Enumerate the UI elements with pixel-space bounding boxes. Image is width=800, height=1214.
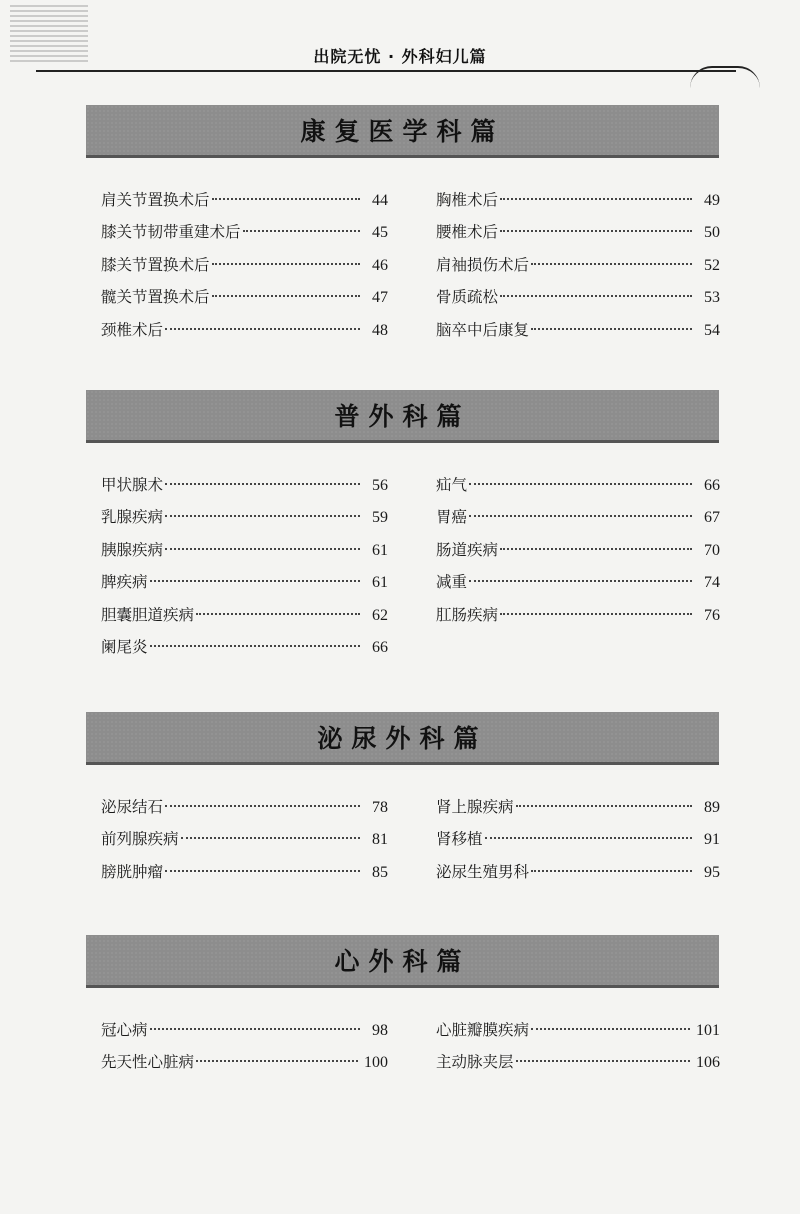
toc-column-right <box>436 1014 720 1079</box>
leader-dots <box>150 1028 360 1030</box>
toc-entry <box>436 599 720 631</box>
section-heading: 心外科篇 <box>334 947 471 976</box>
toc-entry <box>101 249 388 281</box>
running-header-title: 出院无忧 · 外科妇儿篇 <box>313 47 487 66</box>
leader-dots <box>469 580 692 582</box>
toc-entry <box>101 791 388 823</box>
leader-dots <box>500 295 692 297</box>
leader-dots <box>531 1028 690 1030</box>
leader-dots <box>196 1060 358 1062</box>
toc-entry-page: 76 <box>704 606 720 624</box>
toc-entry-page: 52 <box>704 256 720 274</box>
toc-entry-page: 106 <box>696 1054 720 1072</box>
header-rule-curve <box>690 66 760 88</box>
toc-entry-page: 46 <box>372 256 388 274</box>
toc-entry <box>101 216 388 248</box>
toc-entry-title: 减重 <box>436 573 468 592</box>
header-rule <box>36 70 736 72</box>
toc-entry-page: 66 <box>372 638 388 656</box>
leader-dots <box>500 548 692 550</box>
toc-entry-page: 74 <box>704 574 720 592</box>
leader-dots <box>165 328 360 330</box>
toc-entry-page: 98 <box>372 1022 388 1039</box>
leader-dots <box>516 1060 690 1062</box>
toc-entry <box>436 249 720 281</box>
leader-dots <box>212 295 360 297</box>
toc-entry <box>101 534 388 566</box>
toc-entry <box>436 501 720 533</box>
toc-entry-title: 胆囊胆道疾病 <box>101 605 195 624</box>
toc-entry <box>436 184 720 216</box>
toc-entry-page: 62 <box>372 606 388 624</box>
toc-entry-page: 67 <box>704 509 720 527</box>
toc-entry-page: 50 <box>704 224 720 242</box>
leader-dots <box>165 805 360 807</box>
leader-dots <box>469 483 692 485</box>
toc-entry <box>436 216 720 248</box>
section-heading-band <box>86 105 719 158</box>
toc-section <box>0 390 800 669</box>
toc-entry-title: 脾疾病 <box>101 573 148 592</box>
toc-entry <box>101 631 388 663</box>
toc-entry-page: 81 <box>372 831 388 849</box>
toc-column-left <box>101 1014 388 1079</box>
leader-dots <box>212 263 360 265</box>
toc-entry-title: 肩关节置换术后 <box>101 191 210 209</box>
toc-entry-title: 阑尾炎 <box>101 637 148 656</box>
toc-entry-page: 91 <box>704 831 720 849</box>
toc-entry-title: 肠道疾病 <box>436 540 499 559</box>
toc-entry <box>436 856 720 888</box>
toc-entry-page: 47 <box>372 289 388 307</box>
toc-entry-title: 疝气 <box>436 476 468 494</box>
toc-entry <box>436 1014 720 1046</box>
toc-entry-title: 膀胱肿瘤 <box>101 862 164 881</box>
leader-dots <box>212 198 360 200</box>
toc-entry-title: 肾上腺疾病 <box>436 798 514 816</box>
leader-dots <box>500 198 692 200</box>
toc-entry-page: 100 <box>364 1054 388 1072</box>
leader-dots <box>196 613 360 615</box>
leader-dots <box>165 483 360 485</box>
toc-entry-page: 85 <box>372 863 388 881</box>
toc-entry <box>436 534 720 566</box>
toc-entry <box>101 314 388 346</box>
toc-entry-page: 61 <box>372 574 388 592</box>
toc-entry-title: 骨质疏松 <box>436 288 499 307</box>
toc-entry <box>101 501 388 533</box>
toc-entry-page: 59 <box>372 509 388 527</box>
toc-entry-page: 56 <box>372 477 388 494</box>
toc-entry-page: 70 <box>704 541 720 559</box>
toc-column-left <box>101 184 388 346</box>
toc-entry-title: 主动脉夹层 <box>436 1053 514 1072</box>
section-heading: 普外科篇 <box>334 402 471 431</box>
toc-entry <box>101 823 388 855</box>
leader-dots <box>531 870 692 872</box>
section-heading-band <box>86 390 719 443</box>
toc-section <box>0 105 800 384</box>
toc-entry-title: 肛肠疾病 <box>436 605 499 624</box>
toc-entry-page: 66 <box>704 477 720 494</box>
toc-entry <box>436 566 720 598</box>
toc-columns <box>0 184 800 384</box>
toc-entry-title: 胰腺疾病 <box>101 540 164 559</box>
toc-entry-title: 胃癌 <box>436 508 468 527</box>
leader-dots <box>165 515 360 517</box>
section-heading-band <box>86 712 719 765</box>
toc-column-right <box>436 184 720 346</box>
toc-column-left <box>101 469 388 663</box>
toc-entry-title: 泌尿结石 <box>101 798 164 816</box>
toc-entry <box>101 599 388 631</box>
toc-entry-title: 髋关节置换术后 <box>101 288 210 307</box>
leader-dots <box>469 515 692 517</box>
toc-entry-page: 101 <box>696 1022 720 1039</box>
toc-entry-page: 53 <box>704 289 720 307</box>
leader-dots <box>243 230 360 232</box>
toc-entry-page: 78 <box>372 799 388 816</box>
toc-entry-title: 心脏瓣膜疾病 <box>436 1021 530 1039</box>
leader-dots <box>531 263 692 265</box>
toc-entry <box>101 1046 388 1078</box>
section-heading-band <box>86 935 719 988</box>
toc-columns <box>0 1014 800 1214</box>
toc-entry-page: 61 <box>372 541 388 559</box>
toc-entry-title: 肾移植 <box>436 830 483 849</box>
toc-entry-title: 颈椎术后 <box>101 320 164 339</box>
toc-entry-page: 45 <box>372 224 388 242</box>
toc-entry <box>101 1014 388 1046</box>
toc-entry-title: 腰椎术后 <box>436 223 499 242</box>
toc-entry <box>436 314 720 346</box>
toc-entry-title: 胸椎术后 <box>436 191 499 209</box>
toc-entry-page: 44 <box>372 192 388 209</box>
toc-entry <box>436 281 720 313</box>
toc-column-right <box>436 791 720 888</box>
leader-dots <box>165 548 360 550</box>
toc-entry-page: 54 <box>704 321 720 339</box>
toc-entry <box>436 469 720 501</box>
toc-entry-title: 先天性心脏病 <box>101 1053 195 1072</box>
toc-entry-title: 肩袖损伤术后 <box>436 255 530 274</box>
toc-column-left <box>101 791 388 888</box>
toc-column-right <box>436 469 720 631</box>
toc-entry-title: 冠心病 <box>101 1021 148 1039</box>
toc-entry-page: 48 <box>372 321 388 339</box>
toc-entry-title: 甲状腺术 <box>101 476 164 494</box>
toc-entry <box>101 469 388 501</box>
toc-entry-title: 膝关节置换术后 <box>101 255 210 274</box>
leader-dots <box>150 580 360 582</box>
leader-dots <box>165 870 360 872</box>
section-heading: 泌尿外科篇 <box>317 724 488 753</box>
toc-entry <box>101 281 388 313</box>
toc-entry <box>436 791 720 823</box>
toc-entry-title: 膝关节韧带重建术后 <box>101 223 241 242</box>
toc-entry-page: 49 <box>704 192 720 209</box>
toc-section <box>0 935 800 1214</box>
toc-entry-title: 泌尿生殖男科 <box>436 862 530 881</box>
leader-dots <box>516 805 692 807</box>
toc-entry <box>101 856 388 888</box>
toc-entry <box>101 566 388 598</box>
toc-entry <box>436 823 720 855</box>
toc-entry-title: 乳腺疾病 <box>101 508 164 527</box>
leader-dots <box>181 837 360 839</box>
leader-dots <box>500 230 692 232</box>
leader-dots <box>500 613 692 615</box>
leader-dots <box>531 328 692 330</box>
toc-columns <box>0 469 800 669</box>
toc-entry <box>101 184 388 216</box>
leader-dots <box>485 837 692 839</box>
toc-entry-page: 89 <box>704 799 720 816</box>
toc-entry <box>436 1046 720 1078</box>
section-heading: 康复医学科篇 <box>300 117 505 146</box>
toc-entry-title: 前列腺疾病 <box>101 830 179 849</box>
toc-entry-page: 95 <box>704 863 720 881</box>
toc-entry-title: 脑卒中后康复 <box>436 320 530 339</box>
leader-dots <box>150 645 360 647</box>
